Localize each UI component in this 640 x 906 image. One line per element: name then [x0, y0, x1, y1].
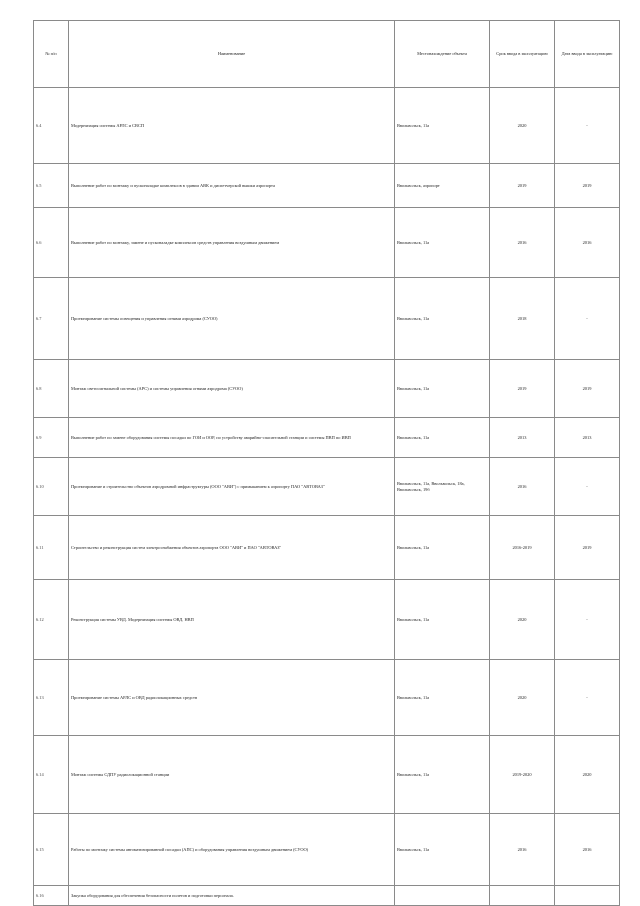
row-object: Ввольвольск, 11а	[395, 360, 490, 418]
row-object: Ввольвольск, 11а	[395, 580, 490, 660]
table-row	[34, 360, 620, 418]
header-name: Наименование	[69, 21, 395, 88]
header-deadline: Срок ввода в эксплуатацию	[490, 21, 555, 88]
row-object: Ввольвольск, 11а	[395, 660, 490, 736]
row-deadline: 2016	[490, 208, 555, 278]
row-number: 6.12	[34, 580, 69, 660]
row-object: Ввольвольск, 11а	[395, 278, 490, 360]
table-header-row	[34, 21, 620, 88]
table-row	[34, 458, 620, 516]
row-object: Ввольвольск, 11а	[395, 814, 490, 886]
row-object	[395, 886, 490, 906]
row-object: Ввольвольск, 11а	[395, 516, 490, 580]
table-row	[34, 516, 620, 580]
row-number: 6.13	[34, 660, 69, 736]
row-number: 6.6	[34, 208, 69, 278]
row-number: 6.11	[34, 516, 69, 580]
row-deadline: 2020	[490, 580, 555, 660]
row-deadline: 2016-2019	[490, 516, 555, 580]
row-object: Ввольвольск, 11а	[395, 736, 490, 814]
row-object: Ввольвольск, 11а	[395, 208, 490, 278]
table-row	[34, 814, 620, 886]
header-object: Местонахождение объекта	[395, 21, 490, 88]
table-row	[34, 278, 620, 360]
row-name: Монтаж светосигнальной системы (АРС) и системы управления огнями аэродрома (СУОО)	[69, 360, 395, 418]
row-completed: 2016	[555, 814, 620, 886]
row-name: Монтаж системы СДПУ радиолокационной станции	[69, 736, 395, 814]
table-row	[34, 660, 620, 736]
row-completed	[555, 886, 620, 906]
row-completed: -	[555, 88, 620, 164]
row-deadline: 2016	[490, 814, 555, 886]
row-number: 6.15	[34, 814, 69, 886]
row-completed: 2020	[555, 736, 620, 814]
row-number: 6.5	[34, 164, 69, 208]
table-row	[34, 886, 620, 906]
row-name: Проектирование и строительство объектов аэродромной инфраструктуры (ООО "АВИ") с примыканием к аэропорту ПАО "АВТОВАЗ"	[69, 458, 395, 516]
row-completed: 2016	[555, 208, 620, 278]
row-number: 6.4	[34, 88, 69, 164]
row-completed: -	[555, 660, 620, 736]
row-object: Ввольвольск, 11а, Ввольвольск, 18а, Ввольвольск, 19б	[395, 458, 490, 516]
row-completed: -	[555, 458, 620, 516]
table-row	[34, 418, 620, 458]
row-number: 6.14	[34, 736, 69, 814]
row-number: 6.16	[34, 886, 69, 906]
row-deadline: 2020	[490, 88, 555, 164]
row-object: Ввольвольск, 11а	[395, 88, 490, 164]
row-deadline: 2013	[490, 418, 555, 458]
row-deadline	[490, 886, 555, 906]
row-deadline: 2019	[490, 164, 555, 208]
investment-table	[33, 20, 620, 906]
row-number: 6.8	[34, 360, 69, 418]
row-name: Реконструкция системы УВД. Модернизация системы ОВД. НВП	[69, 580, 395, 660]
row-deadline: 2016	[490, 458, 555, 516]
row-object: Ввольвольск, 11а	[395, 418, 490, 458]
row-completed: -	[555, 580, 620, 660]
row-completed: 2019	[555, 516, 620, 580]
table-row	[34, 580, 620, 660]
table-row	[34, 164, 620, 208]
row-name: Модернизация системы АРЛС и СВСП	[69, 88, 395, 164]
row-name: Выполнение работ по замене оборудования системы посадки по ГОИ и ООР, по устройству аварийно-спасательной станции и системы ПВП по ИВП	[69, 418, 395, 458]
row-completed: 2019	[555, 360, 620, 418]
row-name: Строительство и реконструкция систем электроснабжения объектов аэропорта ООО "АВИ" и ПАО "АВТОВАЗ"	[69, 516, 395, 580]
row-name: Проектирование системы освещения и управления огнями аэродрома (СУОО)	[69, 278, 395, 360]
header-no: № п/п	[34, 21, 69, 88]
row-completed: 2013	[555, 418, 620, 458]
row-number: 6.7	[34, 278, 69, 360]
row-name: Работы по монтажу системы автоматизированной посадки (АПС) и оборудования управления воздушным движением (СУОО)	[69, 814, 395, 886]
row-completed: -	[555, 278, 620, 360]
table-row	[34, 208, 620, 278]
row-name: Выполнение работ по монтажу и пусконаладке комплексов в здании АВК и диспетчерской вышки аэропорта	[69, 164, 395, 208]
row-deadline: 2020	[490, 660, 555, 736]
row-name: Проектирование системы АРЛС и ОВД радиолокационных средств	[69, 660, 395, 736]
row-deadline: 2019	[490, 360, 555, 418]
table-row	[34, 736, 620, 814]
header-completed: Дата ввода в эксплуатацию	[555, 21, 620, 88]
row-number: 6.9	[34, 418, 69, 458]
row-deadline: 2019-2020	[490, 736, 555, 814]
row-name: Закупка оборудования для обеспечения безопасности полетов и подготовки персонала.	[69, 886, 395, 906]
row-name: Выполнение работ по монтажу, замене и пусконаладке комплексов средств управления воздушным движением	[69, 208, 395, 278]
row-object: Ввольвольск, аэропорт	[395, 164, 490, 208]
row-deadline: 2018	[490, 278, 555, 360]
table-row	[34, 88, 620, 164]
row-number: 6.10	[34, 458, 69, 516]
row-completed: 2019	[555, 164, 620, 208]
